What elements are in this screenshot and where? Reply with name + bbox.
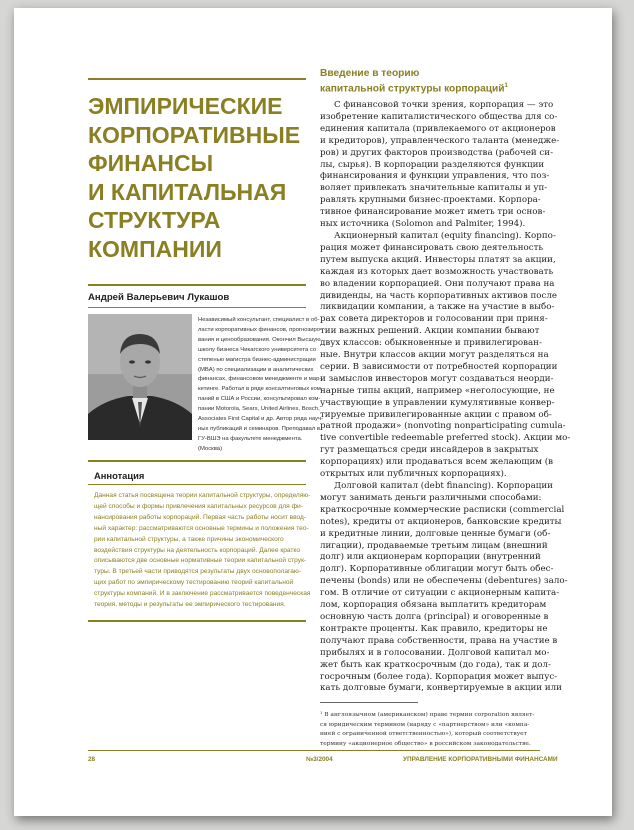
article-body: С финансовой точки зрения, корпорация — это изобретение капиталистического общества для со- единения капитала (привлекаемого от акционеров и кредиторов), управленческого таланта (менедже- ров) и других факторов производства (рабочей си- лы, сырья). В корпорации разделяются функции финансирования и функции управления, что поз- воляет привлекать значительные капиталы и уп- равлять крупными бизнес-проектами. Корпора- тивное финансирование может иметь три основ- ных источника (Solomon and Palmiter, 1994). Акционерный капитал (equity financing). Корпо- рация может финансировать свою деятельность путем выпуска акций. Инвесторы платят за акции, каждая из которых дает возможность участвовать во владении корпорацией. Они получают права на дивиденды, на часть корпоративных активов после ликвидации компании, а также на участие в выбо- рах совета директоров и голосовании при приня- тии важных решений. Акции компании бывают двух классов: обыкновенные и привилегирован- ные. Внутри классов акции могут разделяться на серии. В зависимости от потребностей корпорации и замыслов инвесторов могут создаваться неорди- нарные типы акций, например «неголосующие, не участвующие в управлении кумулятивные конвер- тируемые привилегированные акции с правом об- ратной продажи» (nonvoting nonparticipating cumula- tive convertible redeemable preferred stock). Акции мо- гут размещаться среди инсайдеров в закрытых корпорациях) или продаваться всем желающим (в открытых или публичных корпорациях). Долговой капитал (debt financing). Корпорации могут занимать деньги различными способами: краткосрочные коммерческие расписки (commercial notes), кредиты от акционеров, банковские кредиты и кредитные линии, долговые ценные бумаги (об- лигации), продаваемые третьим лицам (внешний долг) или акционерам корпорации (внутренний долг). Корпоративные облигации могут быть обес- печены (bonds) или не обеспечены (debentures) зало- гом. В отличие от ситуации с акционерным капита- лом, корпорация обязана выплатить кредиторам основную часть долга (principal) и оговоренные в контракте проценты. Как правило, кредиторы не получают права собственности, права на участие в прибылях и в голосовании. Долговой капитал мо- жет быть как краткосрочным (до года), так и дол- госрочным (более года). Корпорация может выпус- кать долговые бумаги, конвертируемые в акции или: [320, 100, 571, 694]
annotation-heading-rule: [88, 484, 306, 485]
author-portrait-icon: [88, 314, 192, 440]
page-number: 28: [88, 756, 96, 763]
annotation-text: Данная статья посвящена теории капитальной структуры, определяю- щей способы и формы привлечения капитальных ресурсов для фи- нансирования работы корпораций. Первая часть работы носит ввод- ный характер: рассматриваются основные термины и положения тео- рии капитальной структуры, а также причины экономического воздействия структуры на деятельность корпораций. Далее кратко описываются две основные нормативные теории капитальной струк- туры. В третьей части приводятся результаты двух основополагаю- щих работ по эмпирическому тестированию теорий капитальной структуры компаний. И в заключение рассматривается поведенческая теория, методы и результаты ее эмпирического тестирования.: [94, 492, 311, 609]
footnote-rule: [320, 702, 418, 703]
footnote: ¹ В англоязычном (американском) праве термин corporation являет- ся юридическим термином (наряду с «партнерством» или «компа- нией с ограниченной ответственностью»), который соответствует термину «акционерное общество» в российском законодательстве.: [320, 712, 535, 747]
journal-name: УПРАВЛЕНИЕ КОРПОРАТИВНЫМИ ФИНАНСАМИ: [403, 756, 558, 763]
section-heading: Введение в теорию капитальной структуры корпораций$^1$: [320, 68, 508, 95]
author-name: Андрей Валерьевич Лукашов: [88, 292, 230, 303]
annotation-heading: Аннотация: [94, 470, 145, 481]
footnote-ref: 1: [504, 83, 508, 89]
author-top-rule: [88, 284, 306, 286]
annotation-bottom-rule: [88, 620, 306, 622]
author-bio: Независимый консультант, специалист в об- ласти корпоративных финансов, прогнозиро- вания и ценообразования. Окончил Высшую школу бизнеса Чикагского университета со степенью магистра бизнес-администрации (MBA) по специализации в аналитических финансах, финансовом менеджменте и мар- кетинге. Работал в ряде консалтинговых ком- паний в США и России, консультировал ком- пании Motorola, Sears, United Airlines, Bosch, Associates First Capital и др. Автор ряда науч- ных публикаций и семинаров. Преподавал в ГУ-ВШЭ на факультете менеджмента. (Москва): [198, 317, 324, 452]
annotation-top-rule: [88, 460, 306, 462]
journal-page: [14, 8, 612, 816]
footer-rule: [88, 750, 540, 751]
author-photo: [88, 314, 192, 440]
author-bottom-rule: [88, 307, 306, 308]
title-top-rule: [88, 78, 306, 80]
article-title: ЭМПИРИЧЕСКИЕ КОРПОРАТИВНЫЕ ФИНАНСЫ И КАПИТАЛЬНАЯ СТРУКТУРА КОМПАНИИ: [88, 93, 301, 262]
issue-number: №3/2004: [306, 756, 333, 763]
